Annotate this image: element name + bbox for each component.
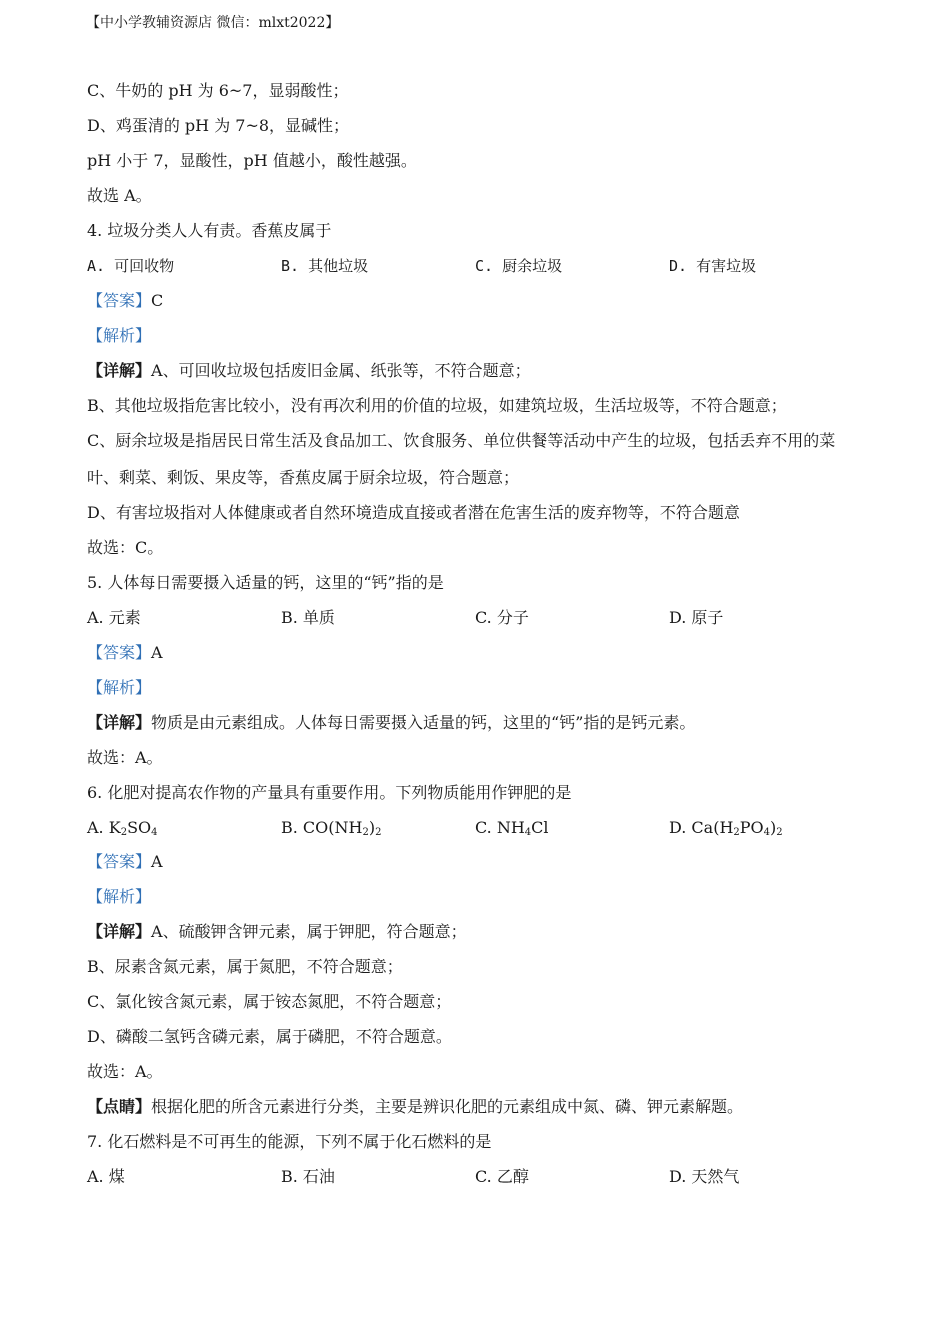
q5-analysis-tag: 【解析】 — [87, 678, 152, 697]
q6-choice: 故选：A。 — [87, 1062, 163, 1081]
q6-option-b: B. $CO(NH_2)_2$ — [281, 818, 382, 838]
q7-question: 7. 化石燃料是不可再生的能源，下列不属于化石燃料的是 — [87, 1132, 492, 1151]
q4-answer — [87, 290, 163, 312]
tip-tag: 【点睛】 — [87, 1097, 152, 1116]
page-header: 【中小学教辅资源店 微信：mlxt2022】 — [86, 15, 340, 31]
q6-answer — [87, 851, 163, 873]
q7-option-b: B. 石油 — [281, 1167, 335, 1186]
q4-detail-c: C、厨余垃圾是指居民日常生活及食品加工、饮食服务、单位供餐等活动中产生的垃圾，包括丢弃不用的菜叶、剩菜、剩饭、果皮等，香蕉皮属于厨余垃圾，符合题意； — [87, 431, 836, 487]
detail-text: A、可回收垃圾包括废旧金属、纸张等，不符合题意； — [151, 361, 531, 380]
q6-option-d: D. $Ca(H_2PO_4)_2$ — [669, 818, 783, 838]
detail-tag: 【详解】 — [87, 922, 152, 941]
q4-option-d: D. 有害垃圾 — [669, 257, 757, 275]
q6-option-c: C. $NH_4Cl$ — [475, 818, 549, 838]
q5-option-d: D. 原子 — [669, 608, 724, 627]
q5-option-a: A. 元素 — [87, 608, 141, 627]
q5-question: 5. 人体每日需要摄入适量的钙，这里的“钙”指的是 — [87, 573, 444, 592]
q5-choice: 故选：A。 — [87, 748, 163, 767]
answer-tag: 【答案】 — [87, 643, 152, 662]
q4-detail-b: B、其他垃圾指危害比较小，没有再次利用的价值的垃圾，如建筑垃圾，生活垃圾等，不符合题意； — [87, 396, 787, 415]
q4-question: 4. 垃圾分类人人有责。香蕉皮属于 — [87, 221, 332, 240]
q6-detail-b: B、尿素含氮元素，属于氮肥，不符合题意； — [87, 957, 403, 976]
detail-text: 物质是由元素组成。人体每日需要摄入适量的钙，这里的“钙”指的是钙元素。 — [151, 713, 696, 732]
answer-tag: 【答案】 — [87, 852, 152, 871]
q4-choice: 故选：C。 — [87, 538, 164, 557]
q6-option-a: A. $K_2SO_4$ — [87, 818, 158, 838]
q7-option-c: C. 乙醇 — [475, 1167, 529, 1186]
q6-detail-d: D、磷酸二氢钙含磷元素，属于磷肥，不符合题意。 — [87, 1027, 452, 1046]
detail-tag: 【详解】 — [87, 361, 152, 380]
q5-answer — [87, 642, 163, 664]
q4-option-a: A. 可回收物 — [87, 257, 175, 275]
detail-text: A、硫酸钾含钾元素，属于钾肥，符合题意； — [151, 922, 467, 941]
q6-detail-c: C、氯化铵含氮元素，属于铵态氮肥，不符合题意； — [87, 992, 452, 1011]
q4-option-b: B. 其他垃圾 — [281, 257, 369, 275]
answer-value: A — [151, 643, 163, 662]
q4-option-c: C. 厨余垃圾 — [475, 257, 563, 275]
q4-detail-d: D、有害垃圾指对人体健康或者自然环境造成直接或者潜在危害生活的废弃物等，不符合题意 — [87, 503, 740, 522]
detail-tag: 【详解】 — [87, 713, 152, 732]
q3-choice: 故选 A。 — [87, 186, 152, 205]
q6-analysis-tag: 【解析】 — [87, 887, 152, 906]
q6-question: 6. 化肥对提高农作物的产量具有重要作用。下列物质能用作钾肥的是 — [87, 783, 572, 802]
q7-option-d: D. 天然气 — [669, 1167, 740, 1186]
q4-analysis-tag: 【解析】 — [87, 326, 152, 345]
answer-tag: 【答案】 — [87, 291, 152, 310]
q3-option-c-explanation: C、牛奶的 pH 为 6~7，显弱酸性； — [87, 81, 349, 100]
tip-text: 根据化肥的所含元素进行分类，主要是辨识化肥的元素组成中氮、磷、钾元素解题。 — [151, 1097, 744, 1116]
q4-detail-a — [87, 360, 531, 382]
answer-value: A — [151, 852, 163, 871]
answer-value: C — [151, 291, 164, 310]
q6-tip — [87, 1096, 743, 1118]
q5-option-c: C. 分子 — [475, 608, 529, 627]
q5-detail — [87, 712, 695, 734]
q6-detail-a — [87, 921, 467, 943]
q7-option-a: A. 煤 — [87, 1167, 125, 1186]
q3-option-d-explanation: D、鸡蛋清的 pH 为 7~8，显碱性； — [87, 116, 350, 135]
q3-note: pH 小于 7，显酸性，pH 值越小，酸性越强。 — [87, 151, 417, 170]
q5-option-b: B. 单质 — [281, 608, 335, 627]
